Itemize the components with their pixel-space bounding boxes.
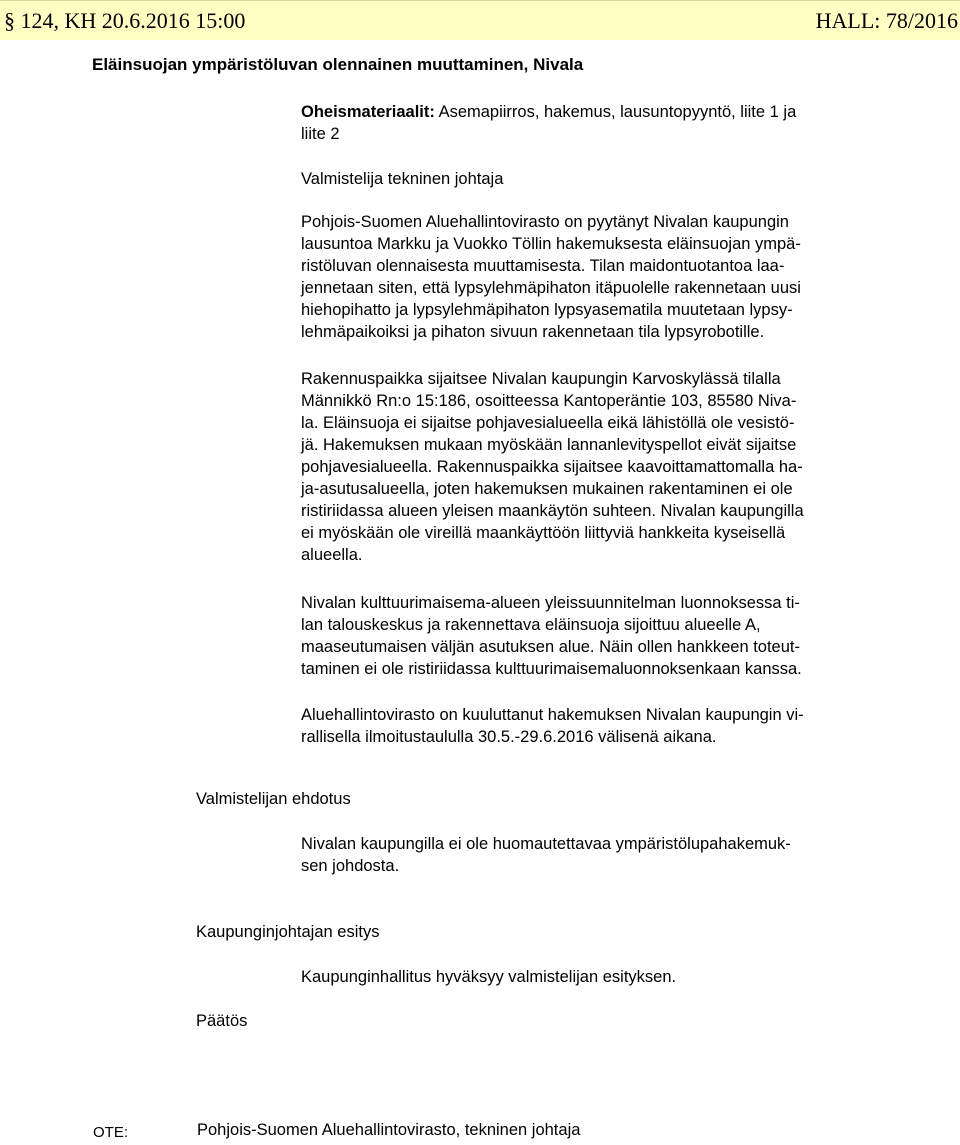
paragraph-line: ja-asutusalueella, joten hakemuksen mukainen rakentaminen ei ole (301, 480, 793, 498)
paragraph-1 (301, 211, 901, 343)
hall-number: HALL: 78/2016 (815, 8, 958, 33)
paragraph-line: ristiriidassa alueen yleisen maankäytön suhteen. Nivalan kaupungilla (301, 502, 804, 520)
attachments-line-2: liite 2 (301, 125, 340, 143)
proposal-text (301, 833, 901, 877)
attachments (301, 101, 901, 145)
paragraph-3 (301, 592, 901, 680)
proposal-line: sen johdosta. (301, 857, 400, 875)
paragraph-line: Männikkö Rn:o 15:186, osoitteessa Kantoperäntie 103, 85580 Niva- (301, 392, 797, 410)
preparer: Valmistelija tekninen johtaja (301, 170, 504, 188)
paragraph-line: lan talouskeskus ja rakennettava eläinsuoja sijoittuu alueelle A, (301, 616, 761, 634)
paragraph-line: ristöluvan olennaisesta muuttamisesta. Tilan maidontuotantoa laa- (301, 257, 785, 275)
attachments-label: Oheismateriaalit: (301, 103, 435, 121)
attachments-list: Asemapiirros, hakemus, lausuntopyyntö, liite 1 ja (434, 103, 797, 121)
mayor-label: Kaupunginjohtajan esitys (196, 923, 380, 941)
paragraph-line: Pohjois-Suomen Aluehallintovirasto on pyytänyt Nivalan kaupungin (301, 213, 789, 231)
paragraph-line: jennetaan siten, että lypsylehmäpihaton itäpuolelle rakennetaan uusi (301, 279, 801, 297)
paragraph-line: ei myöskään ole vireillä maankäyttöön liittyviä hankkeita kyseisellä (301, 524, 786, 542)
paragraph-line: jä. Hakemuksen mukaan myöskään lannanlevityspellot eivät sijaitse (301, 436, 797, 454)
header-bar (0, 0, 960, 40)
paragraph-line: Rakennuspaikka sijaitsee Nivalan kaupungin Karvoskylässä tilalla (301, 370, 781, 388)
attachments-line-1 (301, 101, 901, 123)
paragraph-line: hiehopihatto ja lypsylehmäpihaton lypsyasematila muutetaan lypsy- (301, 301, 793, 319)
paragraph-line: taminen ei ole ristiriidassa kulttuurimaisemaluonnoksenkaan kanssa. (301, 660, 802, 678)
paragraph-line: lausuntoa Markku ja Vuokko Töllin hakemuksesta eläinsuojan ympä- (301, 235, 801, 253)
ote-label: OTE: (93, 1124, 129, 1141)
ote-recipient: Pohjois-Suomen Aluehallintovirasto, tekninen johtaja (197, 1121, 581, 1139)
mayor-text: Kaupunginhallitus hyväksyy valmistelijan esityksen. (301, 968, 677, 986)
decision-label: Päätös (196, 1012, 248, 1030)
paragraph-line: Aluehallintovirasto on kuuluttanut hakemuksen Nivalan kaupungin vi- (301, 706, 804, 724)
paragraph-4 (301, 704, 901, 748)
paragraph-line: Nivalan kulttuurimaisema-alueen yleissuunnitelman luonnoksessa ti- (301, 594, 800, 612)
paragraph-line: alueella. (301, 546, 363, 564)
paragraph-line: lehmäpaikoiksi ja pihaton sivuun rakennetaan tila lypsyrobotille. (301, 323, 765, 341)
paragraph-line: maaseutumaisen väljän asutuksen alue. Näin ollen hankkeen toteut- (301, 638, 800, 656)
document-title: Eläinsuojan ympäristöluvan olennainen muuttaminen, Nivala (92, 55, 584, 74)
paragraph-2 (301, 368, 901, 566)
section-reference: § 124, KH 20.6.2016 15:00 (4, 8, 246, 33)
proposal-line: Nivalan kaupungilla ei ole huomautettavaa ympäristölupahakemuk- (301, 835, 791, 853)
proposal-label: Valmistelijan ehdotus (196, 790, 351, 808)
paragraph-line: rallisella ilmoitustaululla 30.5.-29.6.2016 välisenä aikana. (301, 728, 717, 746)
paragraph-line: pohjavesialueella. Rakennuspaikka sijaitsee kaavoittamattomalla ha- (301, 458, 803, 476)
paragraph-line: la. Eläinsuoja ei sijaitse pohjavesialueella eikä lähistöllä ole vesistö- (301, 414, 795, 432)
